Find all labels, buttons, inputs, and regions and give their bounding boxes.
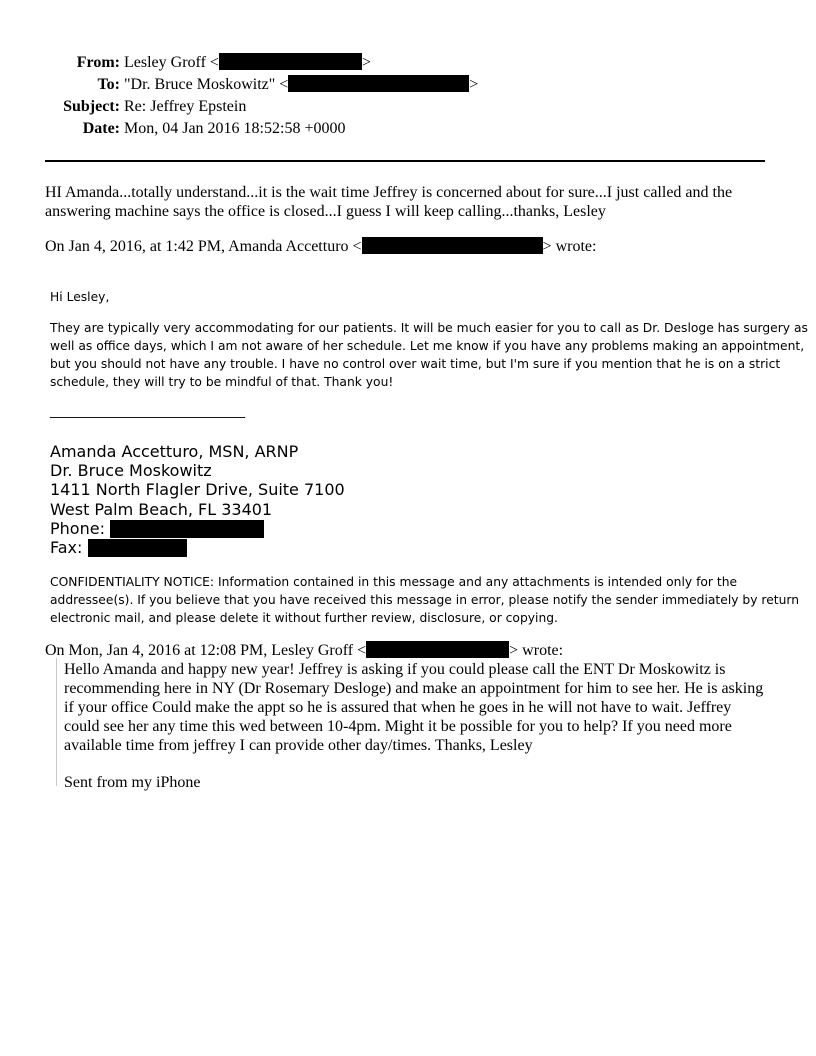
fax-label: Fax: [50,538,83,558]
lesley-line-1: Hello Amanda and happy new year! Jeffrey is asking if you could please call the ENT Dr Moskowitz is [64,661,726,678]
from-name: Lesley Groff [124,54,206,71]
amanda-message-body [50,319,808,391]
lesley-line-5: available time from jeffrey I can provide other day/times. Thanks, Lesley [64,737,533,754]
signature-address-2: West Palm Beach, FL 33401 [50,499,273,519]
from-value: Lesley Groff < > [124,54,371,71]
redacted-fax [88,539,187,557]
confidentiality-line-2: addressee(s). If you believe that you have received this message in error, please notify the sender immediately by return [50,593,800,607]
redacted-to-email [288,75,469,92]
confidentiality-line-3: electronic mail, and please delete it without further review, disclosure, or copying. [50,611,558,625]
lesley-line-2: recommending here in NY (Dr Rosemary Desloge) and make an appointment for him to see her. He is asking [64,680,764,697]
header-from-row [0,53,816,73]
date-label: Date: [82,120,120,137]
quote-header-amanda [45,237,596,256]
signature-address-1: 1411 North Flagler Drive, Suite 7100 [50,480,345,500]
to-value: "Dr. Bruce Moskowitz" < > [124,76,479,93]
lesley-message-body [64,660,763,792]
to-name: "Dr. Bruce Moskowitz" [124,76,276,93]
lesley-signoff: Sent from my iPhone [64,774,201,791]
date-value: Mon, 04 Jan 2016 18:52:58 +0000 [124,120,346,137]
amanda-greeting: Hi Lesley, [50,290,110,304]
redacted-lesley-email [366,641,509,658]
signature-fax [50,538,345,557]
header-date-row [0,119,816,139]
to-label: To: [97,76,120,93]
amanda-line-2: well as office days, which I am not aware of her schedule. Let me know if you have any problems making an appointment, [50,339,805,353]
quote-header-lesley [45,641,563,660]
quote-header-lesley-prefix: On Mon, Jan 4, 2016 at 12:08 PM, Lesley Groff < [45,642,367,659]
signature-name: Amanda Accetturo, MSN, ARNP [50,442,299,461]
confidentiality-notice [50,573,799,627]
redacted-amanda-email [362,237,543,254]
redacted-from-email [219,53,362,70]
lesley-line-4: could see her any time this wed between 10-4pm. Might it be possible for you to help? If you need more [64,718,732,735]
lesley-line-3: if your office Could make the appt so he is assured that when he goes in he will not have to wait. Jeffrey [64,699,732,716]
quote-bar [56,658,57,786]
reply-body [45,183,732,221]
amanda-line-1: They are typically very accommodating for our patients. It will be much easier for you to call as Dr. Desloge has surgery as [50,321,808,335]
subject-value: Re: Jeffrey Epstein [124,98,247,115]
phone-label: Phone: [50,518,105,538]
quote-header-lesley-suffix: > wrote: [509,642,564,659]
signature-practice: Dr. Bruce Moskowitz [50,461,212,481]
signature-separator: ______________________________ [50,404,245,419]
confidentiality-line-1: CONFIDENTIALITY NOTICE: Information contained in this message and any attachments is intended only for the [50,575,738,589]
quote-header-amanda-prefix: On Jan 4, 2016, at 1:42 PM, Amanda Accetturo < [45,238,362,255]
from-label: From: [76,54,120,71]
header-subject-row [0,97,816,117]
reply-line-1: HI Amanda...totally understand...it is the wait time Jeffrey is concerned about for sure...I just called and the [45,184,733,201]
redacted-phone [110,520,264,538]
amanda-line-3: but you should not have any trouble. I have no control over wait time, but I'm sure if you mention that he is on a strict [50,357,781,371]
signature-phone [50,519,345,538]
quote-header-amanda-suffix: > wrote: [542,238,597,255]
amanda-line-4: schedule, they will try to be mindful of that. Thank you! [50,375,394,389]
reply-line-2: answering machine says the office is closed...I guess I will keep calling...thanks, Lesley [45,203,606,220]
header-divider [45,160,765,162]
signature-block [50,442,345,557]
subject-label: Subject: [63,98,120,115]
header-to-row [0,75,816,95]
